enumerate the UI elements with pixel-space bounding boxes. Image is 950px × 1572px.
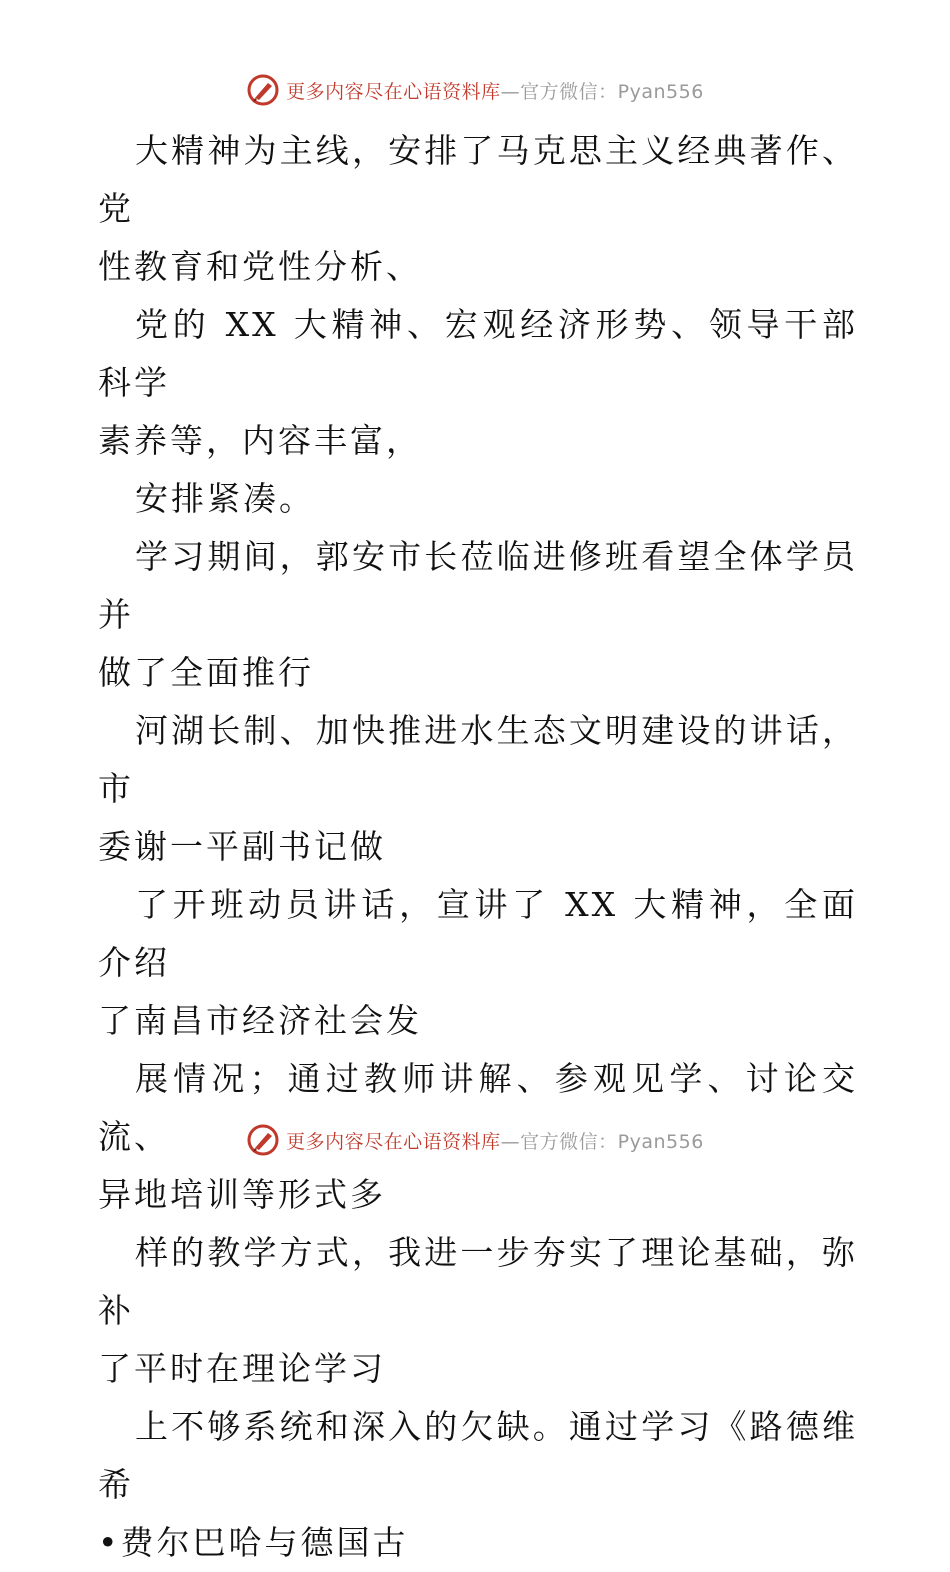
header-banner <box>0 70 950 110</box>
paragraph-line: 了南昌市经济社会发 <box>98 1001 422 1040</box>
footer-banner-text <box>286 1127 704 1154</box>
paragraph <box>98 1398 858 1572</box>
footer-banner <box>0 1120 950 1160</box>
header-brand-red: 更多内容尽在心语资料库 <box>286 80 501 103</box>
paragraph <box>98 296 858 470</box>
paragraph-line: 学习期间，郭安市长莅临进修班看望全体学员并 <box>98 537 858 634</box>
paragraph-line: 样的教学方式，我进一步夯实了理论基础，弥补 <box>98 1233 858 1330</box>
paragraph-line: 大精神为主线，安排了马克思主义经典著作、党 <box>98 131 858 228</box>
paragraph-line: •费尔巴哈与德国古 <box>98 1523 409 1562</box>
paragraph <box>98 702 858 876</box>
paragraph-line: 做了全面推行 <box>98 653 314 692</box>
paragraph-line: 上不够系统和深入的欠缺。通过学习《路德维希 <box>98 1407 858 1504</box>
paragraph <box>98 470 858 528</box>
paragraph-line: 展情况；通过教师讲解、参观见学、讨论交流、 <box>98 1059 858 1156</box>
paragraph-line: 异地培训等形式多 <box>98 1175 386 1214</box>
header-banner-text <box>286 77 704 104</box>
paragraph <box>98 876 858 1050</box>
paragraph-line: 素养等，内容丰富， <box>98 421 422 460</box>
header-brand-rest: —官方微信：Pyan556 <box>500 80 704 103</box>
paragraph-line: 安排紧凑。 <box>135 479 315 518</box>
footer-brand-red: 更多内容尽在心语资料库 <box>286 1130 501 1153</box>
pen-logo-icon <box>246 1123 280 1157</box>
document-body <box>98 122 858 1572</box>
paragraph <box>98 122 858 296</box>
paragraph-line: 河湖长制、加快推进水生态文明建设的讲话，市 <box>98 711 858 808</box>
paragraph-line: 性教育和党性分析、 <box>98 247 422 286</box>
footer-brand-rest: —官方微信：Pyan556 <box>500 1130 704 1153</box>
paragraph-line: 了平时在理论学习 <box>98 1349 386 1388</box>
paragraph <box>98 528 858 702</box>
paragraph <box>98 1224 858 1398</box>
paragraph-line: 党的 XX 大精神、宏观经济形势、领导干部科学 <box>98 305 858 402</box>
pen-logo-icon <box>246 73 280 107</box>
paragraph-line: 委谢一平副书记做 <box>98 827 386 866</box>
paragraph-line: 了开班动员讲话，宣讲了 XX 大精神，全面介绍 <box>98 885 858 982</box>
